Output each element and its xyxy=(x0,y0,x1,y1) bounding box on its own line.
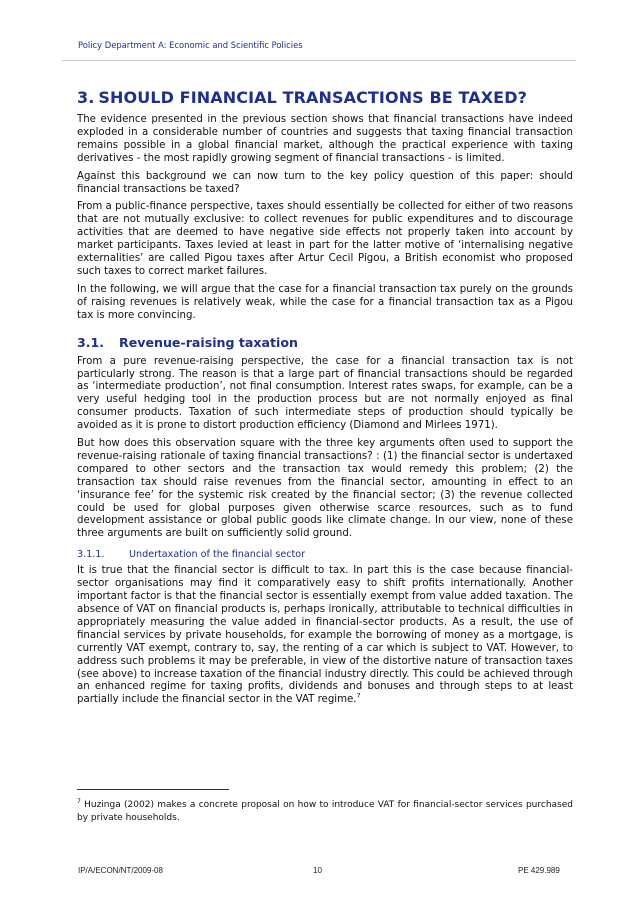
footer-pe-number: PE 429.989 xyxy=(518,866,560,875)
subsection-paragraph-2: But how does this observation square with the three key arguments often used to support the revenue-raising rationale of taxing financial transactions? : (1) the financial sector is undertaxed compared to other sectors and the transaction tax would remedy this problem; (2) the transaction tax should raise revenues from the financial sector, amounting in effect to an ‘insurance fee’ for the systemic risk created by the financial sector; (3) the revenue collected could be used for global purposes given otherwise scarce resources, such as to fund development assistance or global public goods like climate change. In our view, none of these three arguments are built on sufficiently solid ground. xyxy=(77,438,573,540)
subsubsection-paragraph xyxy=(77,565,573,707)
header-divider xyxy=(62,60,576,61)
footnote xyxy=(77,799,573,824)
running-header: Policy Department A: Economic and Scientific Policies xyxy=(78,40,303,50)
subsection-heading xyxy=(77,335,573,350)
section-paragraph-1: The evidence presented in the previous section shows that financial transactions have indeed exploded in a considerable number of countries and suggests that taxing financial transaction remains possible in a global financial market, although the practical experience with taxing derivatives - the most rapidly growing segment of financial transactions - is limited. xyxy=(77,114,573,164)
subsubsection-title: Undertaxation of the financial sector xyxy=(129,549,306,561)
footnote-reference[interactable]: 7 xyxy=(356,691,361,700)
section-paragraph-3: From a public-finance perspective, taxes should essentially be collected for either of two reasons that are not mutually exclusive: to collect revenues for public expenditures and to discourage activities that are deemed to have negative side effects not properly taken into account by market participants. Taxes levied at least in part for the latter motive of ‘internalising negative externalities’ are called Pigou taxes after Artur Cecil Pigou, a British economist who proposed such taxes to correct market failures. xyxy=(77,201,573,277)
section-paragraph-4: In the following, we will argue that the case for a financial transaction tax purely on the grounds of raising revenues is relatively weak, while the case for a financial transaction tax as a Pigou tax is more convincing. xyxy=(77,283,573,321)
section-number: 3. xyxy=(77,88,95,107)
subsubsection-number: 3.1.1. xyxy=(77,549,105,561)
section-heading xyxy=(77,88,573,107)
subsection-paragraph-1: From a pure revenue-raising perspective, the case for a financial transaction tax is not particularly strong. The reason is that a large part of financial transactions should be regarded as ‘intermediate production’, not final consumption. Interest rates swaps, for example, can be a very useful hedging tool in the production process but are not normally enjoyed as final consumer products. Taxation of such intermediate steps of production should typically be avoided as it is prone to distort production efficiency (Diamond and Mirlees 1971). xyxy=(77,355,573,432)
subsubsection-paragraph-text: It is true that the financial sector is difficult to tax. In part this is the case because financial-sector organisations may find it comparatively easy to shift profits internationally. Another important factor is that the financial sector is essentially exempt from value added taxation. The absence of VAT on financial products is, perhaps ironically, attributable to technical difficulties in appropriately measuring the value added in financial-sector products. As a result, the use of financial services by private households, for example the borrowing of money as a mortgage, is currently VAT exempt, contrary to, say, the renting of a car which is subject to VAT. However, to address such problems it may be preferable, in view of the distortive nature of transaction taxes (see above) to increase taxation of the financial industry directly. This could be achieved through an enhanced regime for taxing profits, dividends and bonuses and through steps to at least partially include the financial sector in the VAT regime. xyxy=(77,565,574,706)
section-paragraph-2: Against this background we can now turn to the key policy question of this paper: should financial transactions be taxed? xyxy=(77,170,573,195)
footnote-marker: 7 xyxy=(77,798,81,805)
section-title: SHOULD FINANCIAL TRANSACTIONS BE TAXED? xyxy=(98,88,527,107)
subsection-title: Revenue-raising taxation xyxy=(119,334,298,350)
subsection-number: 3.1. xyxy=(77,334,105,350)
main-content xyxy=(77,88,573,712)
footnote-divider xyxy=(77,789,229,790)
subsubsection-heading xyxy=(77,549,573,560)
footer-page-number: 10 xyxy=(313,866,322,875)
footnote-text: Huzinga (2002) makes a concrete proposal on how to introduce VAT for financial-sector services purchased by private households. xyxy=(77,800,573,823)
footer-document-id: IP/A/ECON/NT/2009-08 xyxy=(78,866,163,875)
